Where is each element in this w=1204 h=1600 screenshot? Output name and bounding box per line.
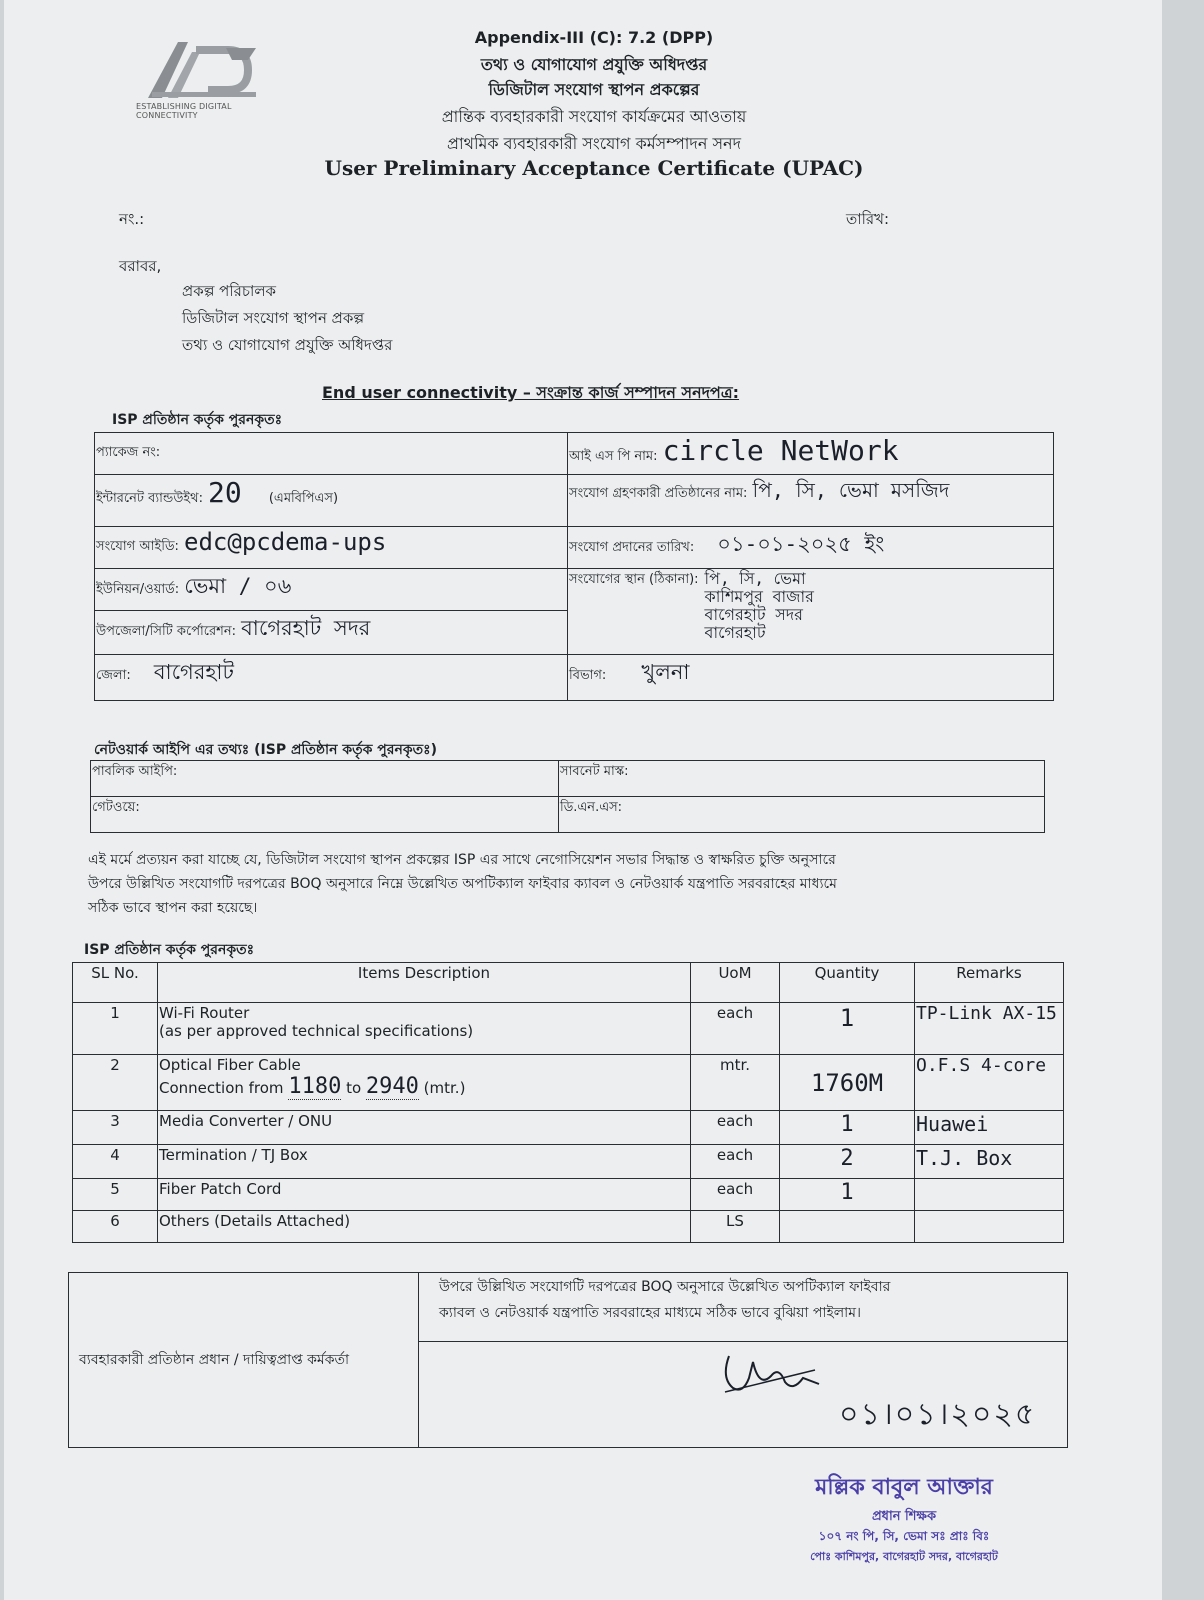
header-description: Items Description [158,963,691,1003]
row-description [158,1003,691,1055]
dns-cell [559,797,1045,833]
subnet-cell [559,761,1045,797]
row-remarks: T.J. Box [915,1145,1064,1179]
gateway-label: গেটওয়ে: [92,800,140,815]
row-sl: 6 [73,1211,158,1243]
subnet-label: সাবনেট মাস্ক: [560,764,629,779]
bandwidth-cell [95,475,568,527]
connection-id-value: edc@pcdema-ups [184,528,387,556]
district-label: জেলা: [96,668,131,683]
header-line1: তথ্য ও যোগাযোগ প্রযুক্তি অধিদপ্তর [480,55,708,74]
header-sl: SL No. [73,963,158,1003]
statement-line: এই মর্মে প্রত্যয়ন করা যাচ্ছে যে, ডিজিটাল সংযোগ স্থাপন প্রকল্পের ISP এর সাথে নেগোসিয়েশন সভার সিদ্ধান্ত ও স্বাক্ষরিত চুক্তি অনুসারে [88,852,836,868]
location-value-line: বাগেরহাট [704,623,766,642]
connection-id-label: সংযোগ আইডি: [96,539,179,554]
union-ward-cell [95,569,568,611]
recipient-org-label: সংযোগ গ্রহণকারী প্রতিষ্ঠানের নাম: [569,486,748,501]
appendix-label: Appendix-III (C): 7.2 (DPP) [474,28,714,47]
items-table [72,962,1064,1243]
acceptance-text-line: ক্যাবল ও নেটওয়ার্ক যন্ত্রপাতি সরবরাহের মাধ্যমে সঠিক ভাবে বুঝিয়া পাইলাম। [439,1305,862,1321]
row-remarks: O.F.S 4-core [915,1055,1064,1111]
header-line4: প্রাথমিক ব্যবহারকারী সংযোগ কর্মসম্পাদন সনদ [447,134,741,153]
signature-icon [719,1348,829,1398]
date-label: তারিখ: [846,210,890,228]
official-stamp [764,1470,1044,1567]
connection-date-cell [568,527,1054,569]
union-ward-label: ইউনিয়ন/ওয়ার্ড: [96,582,180,597]
table-row [73,1003,1064,1055]
address-line: প্রকল্প পরিচালক [182,282,277,300]
edc-logo-icon [148,40,258,100]
division-label: বিভাগ: [569,668,607,683]
public-ip-label: পাবলিক আইপি: [92,764,178,779]
row-remarks: TP-Link AX-15 [915,1003,1064,1055]
acceptance-table [68,1272,1068,1448]
certification-statement [88,848,1068,920]
bandwidth-unit: (এমবিপিএস) [268,491,339,506]
row-sl: 3 [73,1111,158,1145]
row-uom: each [691,1179,780,1211]
network-info-table [90,760,1045,833]
row-quantity: 1760M [780,1055,915,1111]
stamp-line: পোঃ কাশিমপুর, বাগেরহাট সদর, বাগেরহাট [810,1550,998,1563]
connection-info-table [94,432,1054,701]
public-ip-cell [91,761,559,797]
row-description-sub: (as per approved technical specifications) [159,1022,474,1040]
row-sl: 1 [73,1003,158,1055]
statement-line: উপরে উল্লিখিত সংযোগটি দরপত্রের BOQ অনুসারে নিম্নে উল্লেখিত অপটিক্যাল ফাইবার ক্যাবল ও নেটওয়ার্ক যন্ত্রপাতি সরবরাহের মাধ্যমে [88,876,837,892]
header-uom: UoM [691,963,780,1003]
connection-date-value: ০১-০১-২০২৫ ইং [717,532,885,556]
row-description-main: Optical Fiber Cable [159,1056,301,1074]
package-no-label: প্যাকেজ নং: [96,445,161,460]
row-remarks [915,1211,1064,1243]
acceptance-text [419,1273,1068,1342]
header-line2: ডিজিটাল সংযোগ স্থাপন প্রকল্পের [488,80,700,99]
row-description [158,1055,691,1111]
connection-date-label: সংযোগ প্রদানের তারিখ: [569,540,695,555]
division-cell [568,655,1054,701]
row-quantity: 2 [780,1145,915,1179]
connection-id-cell [95,527,568,569]
signature-cell [419,1342,1068,1448]
row-description: Others (Details Attached) [158,1211,691,1243]
acceptance-role: ব্যবহারকারী প্রতিষ্ঠান প্রধান / দায়িত্বপ্রাপ্ত কর্মকর্তা [69,1273,419,1448]
isp-filled-label: ISP প্রতিষ্ঠান কর্তৃক পুরনকৃতঃ [84,942,255,958]
isp-name-cell [568,433,1054,475]
location-label: সংযোগের স্থান (ঠিকানা): [569,572,699,587]
isp-name-value: circle NetWork [662,434,899,467]
address-line: তথ্য ও যোগাযোগ প্রযুক্তি অধিদপ্তর [182,336,393,354]
bandwidth-label: ইন্টারনেট ব্যান্ডউইথ: [96,491,203,506]
recipient-org-cell [568,475,1054,527]
cable-from-value: 1180 [288,1074,342,1099]
acceptance-date: ০১।০১।২০২৫ [839,1397,1037,1432]
header-quantity: Quantity [780,963,915,1003]
gateway-cell [91,797,559,833]
row-quantity: 1 [780,1003,915,1055]
header-line3: প্রান্তিক ব্যবহারকারী সংযোগ কার্যক্রমের আওতায় [441,107,747,126]
location-cell [568,569,1054,655]
location-value-line: বাগেরহাট সদর [704,605,803,624]
row-sl: 4 [73,1145,158,1179]
row-sl: 2 [73,1055,158,1111]
stamp-line: ১০৭ নং পি, সি, ভেমা সঃ প্রাঃ বিঃ [818,1529,990,1543]
logo-tagline: ESTABLISHING DIGITAL CONNECTIVITY [136,102,232,120]
number-label: নং.: [119,210,145,228]
isp-name-label: আই এস পি নাম: [569,449,658,464]
network-heading: নেটওয়ার্ক আইপি এর তথ্যঃ (ISP প্রতিষ্ঠান কর্তৃক পুরনকৃতঃ) [94,742,438,758]
row-remarks [915,1179,1064,1211]
cable-from-label: Connection from [159,1079,289,1097]
row-remarks: Huawei [915,1111,1064,1145]
row-uom: each [691,1003,780,1055]
package-no-cell [95,433,568,475]
acceptance-text-line: উপরে উল্লিখিত সংযোগটি দরপত্রের BOQ অনুসারে উল্লেখিত অপটিক্যাল ফাইবার [439,1279,891,1295]
stamp-name: মল্লিক বাবুল আক্তার [815,1475,993,1500]
table-row [73,1111,1064,1145]
row-quantity [780,1211,915,1243]
table-row [73,1211,1064,1243]
header-remarks: Remarks [915,963,1064,1003]
row-uom: each [691,1145,780,1179]
document-title: User Preliminary Acceptance Certificate (UPAC) [324,156,864,180]
document-page [4,0,1162,1600]
upazila-cell [95,611,568,655]
dns-label: ডি.এন.এস: [560,800,623,815]
row-description: Termination / TJ Box [158,1145,691,1179]
statement-line: সঠিক ভাবে স্থাপন করা হয়েছে। [88,900,258,916]
row-description-main: Wi-Fi Router [159,1004,250,1022]
union-ward-value: ভেমা / ০৬ [184,574,292,598]
cable-unit: (mtr.) [418,1079,466,1097]
subject-line: End user connectivity – সংক্রান্ত কার্জ সম্পাদন সনদপত্র: [322,383,740,402]
cable-to-label: to [341,1079,366,1097]
upazila-label: উপজেলা/সিটি কর্পোরেশন: [96,624,237,639]
row-description: Media Converter / ONU [158,1111,691,1145]
district-value: বাগেরহাট [153,660,234,684]
address-line: ডিজিটাল সংযোগ স্থাপন প্রকল্প [182,309,365,327]
row-uom: LS [691,1211,780,1243]
edc-logo [136,40,266,120]
row-quantity: 1 [780,1111,915,1145]
address-to: বরাবর, [119,257,162,275]
location-value-line: পি, সি, ভেমা [704,569,806,588]
upazila-value: বাগেরহাট সদর [241,616,371,640]
table-row [73,1055,1064,1111]
row-uom: each [691,1111,780,1145]
bandwidth-value: 20 [208,476,242,509]
table-row [73,1145,1064,1179]
location-value-line: কাশিমপুর বাজার [704,587,814,606]
row-quantity: 1 [780,1179,915,1211]
table-row [73,1179,1064,1211]
stamp-title: প্রধান শিক্ষক [871,1509,937,1524]
row-description: Fiber Patch Cord [158,1179,691,1211]
district-cell [95,655,568,701]
cable-to-value: 2940 [365,1074,419,1099]
row-uom: mtr. [691,1055,780,1111]
isp-filled-label: ISP প্রতিষ্ঠান কর্তৃক পুরনকৃতঃ [112,412,283,428]
recipient-org-value: পি, সি, ভেমা মসজিদ [752,478,950,502]
row-sl: 5 [73,1179,158,1211]
division-value: খুলনা [641,660,690,684]
